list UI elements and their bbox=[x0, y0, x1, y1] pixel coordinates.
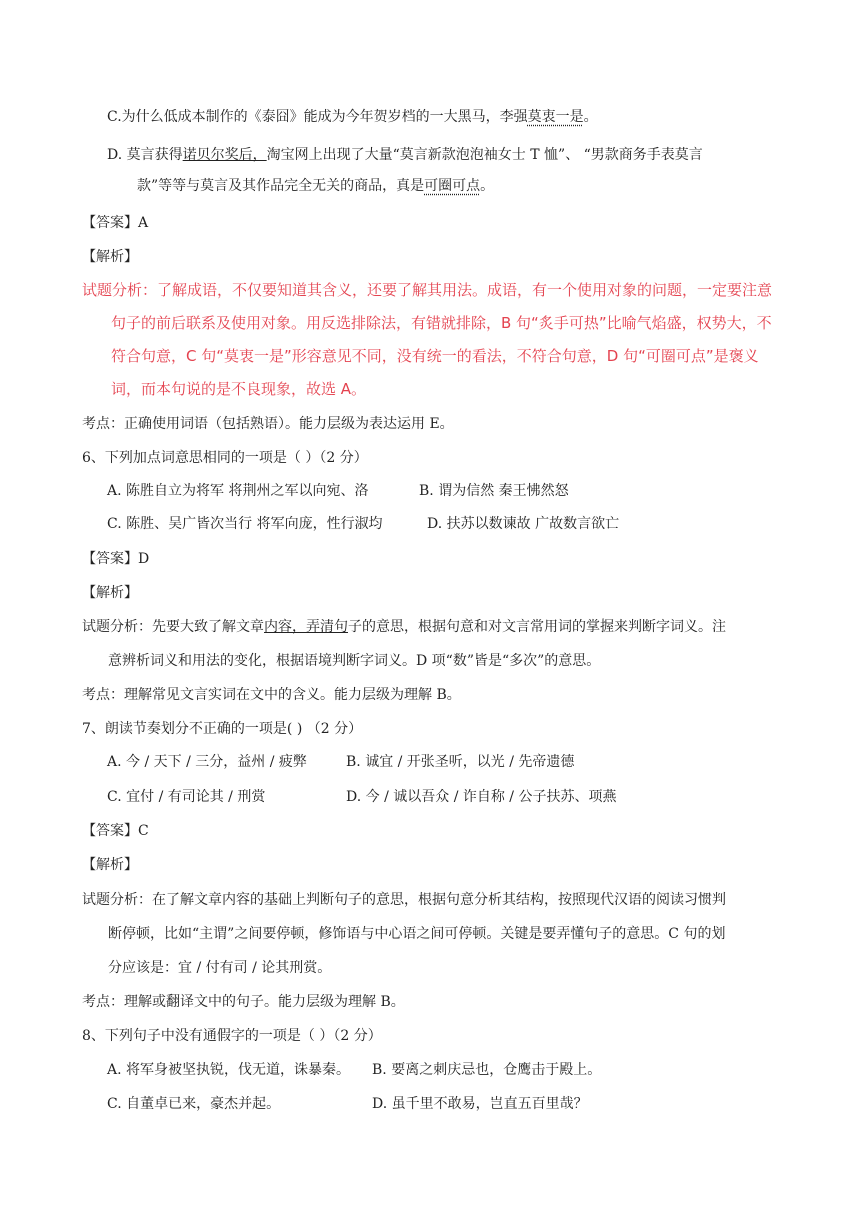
q5-jiexi-heading: 【解析】 bbox=[82, 249, 138, 265]
q5-answer: 【答案】A bbox=[82, 215, 149, 231]
q7-option-a: A. 今 / 天下 / 三分，益州 / 疲弊 bbox=[107, 754, 307, 770]
q6-answer: 【答案】D bbox=[82, 551, 150, 567]
q6-stem: 6、下列加点词意思相同的一项是（ ）（2 分） bbox=[82, 450, 368, 466]
q6-option-d: D. 扶苏以数谏故 广故数言欲亡 bbox=[427, 516, 620, 532]
q6-kaodian: 考点：理解常见文言实词在文中的含义。能力层级为理解 B。 bbox=[82, 687, 461, 703]
q7-analysis-line3: 分应该是：宜 / 付有司 / 论其刑赏。 bbox=[108, 960, 332, 976]
q5-option-c: C.为什么低成本制作的《泰囧》能成为今年贺岁档的一大黑马，李强莫衷一是。 bbox=[107, 109, 598, 125]
q6-analysis-line1: 试题分析：先要大致了解文章内容，弄清句子的意思，根据句意和对文言常用词的掌握来判断字词义。注 bbox=[82, 619, 726, 635]
q5-option-d-line1: D. 莫言获得诺贝尔奖后，淘宝网上出现了大量“莫言新款泡泡袖女士 T 恤”、 “男款商务手表莫言 bbox=[107, 147, 703, 163]
q7-option-c: C. 宜付 / 有司论其 / 刑赏 bbox=[107, 789, 266, 805]
q7-analysis-line1: 试题分析：在了解文章内容的基础上判断句子的意思，根据句意分析其结构，按照现代汉语的阅读习惯判 bbox=[82, 892, 726, 908]
q5-kaodian: 考点：正确使用词语（包括熟语）。能力层级为表达运用 E。 bbox=[82, 416, 454, 432]
q8-option-d: D. 虽千里不敢易，岂直五百里哉？ bbox=[372, 1096, 588, 1112]
q6-analysis-line2: 意辨析词义和用法的变化，根据语境判断字词义。D 项“数”皆是“多次”的意思。 bbox=[108, 653, 601, 669]
q8-option-c: C. 自董卓已来，豪杰并起。 bbox=[107, 1096, 281, 1112]
q6-option-c: C. 陈胜、吴广皆次当行 将军向庞，性行淑均 bbox=[107, 516, 383, 532]
q7-analysis-line2: 断停顿，比如“主谓”之间要停顿，修饰语与中心语之间可停顿。关键是要弄懂句子的意思。C 句的划 bbox=[108, 926, 726, 942]
q7-answer: 【答案】C bbox=[82, 823, 149, 839]
q8-option-a: A. 将军身被坚执锐，伐无道，诛暴秦。 bbox=[107, 1062, 351, 1078]
q6-jiexi-heading: 【解析】 bbox=[82, 585, 138, 601]
q5-analysis-line4: 词，而本句说的是不良现象，故选 A。 bbox=[111, 380, 367, 398]
q8-option-b: B. 要离之刺庆忌也，仓鹰击于殿上。 bbox=[372, 1062, 602, 1078]
q5-analysis-line1: 试题分析：了解成语，不仅要知道其含义，还要了解其用法。成语，有一个使用对象的问题，一定要注意 bbox=[82, 281, 773, 299]
q7-option-b: B. 诚宜 / 开张圣听，以光 / 先帝遗德 bbox=[346, 754, 575, 770]
q7-stem: 7、朗读节奏划分不正确的一项是( ) （2 分） bbox=[82, 721, 363, 737]
q8-stem: 8、下列句子中没有通假字的一项是（ ）（2 分） bbox=[82, 1028, 382, 1044]
q5-analysis-line2: 句子的前后联系及使用对象。用反选排除法，有错就排除，B 句“炙手可热”比喻气焰盛，权势大，不 bbox=[111, 314, 772, 332]
q7-kaodian: 考点：理解或翻译文中的句子。能力层级为理解 B。 bbox=[82, 994, 405, 1010]
q5-option-d-line2: 款”等等与莫言及其作品完全无关的商品，真是可圈可点。 bbox=[137, 178, 495, 194]
q7-option-d: D. 今 / 诚以吾众 / 诈自称 / 公子扶苏、项燕 bbox=[346, 789, 617, 805]
q7-jiexi-heading: 【解析】 bbox=[82, 857, 138, 873]
q5-analysis-line3: 符合句意，C 句“莫衷一是”形容意见不同，没有统一的看法，不符合句意，D 句“可圈可点”是褒义 bbox=[111, 347, 759, 365]
q6-option-a: A. 陈胜自立为将军 将荆州之军以向宛、洛 bbox=[107, 483, 369, 499]
q6-option-b: B. 谓为信然 秦王怫然怒 bbox=[419, 483, 569, 499]
